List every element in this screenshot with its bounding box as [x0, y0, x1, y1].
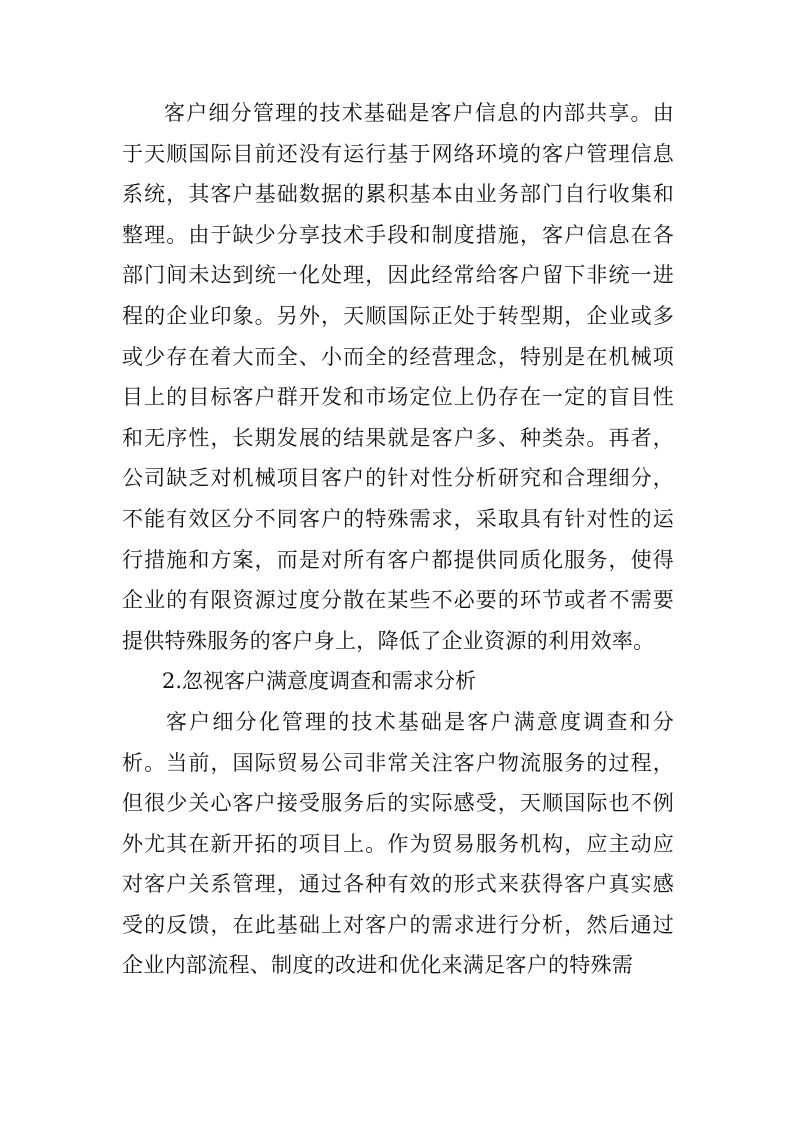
- paragraph-satisfaction-survey: 客户细分化管理的技术基础是客户满意度调查和分析。当前，国际贸易公司非常关注客户物流服务的过程，但很少关心客户接受服务后的实际感受，天顺国际也不例外尤其在新开拓的项目上。作为贸易服务机构，应主动应对客户关系管理，通过各种有效的形式来获得客户真实感受的反馈，在此基础上对客户的需求进行分析，然后通过企业内部流程、制度的改进和优化来满足客户的特殊需: [122, 709, 674, 978]
- body-text: [122, 93, 674, 986]
- section-heading: 2.忽视客户满意度调查和需求分析: [162, 669, 477, 694]
- paragraph-customer-info-sharing: 客户细分管理的技术基础是客户信息的内部共享。由于天顺国际目前还没有运行基于网络环境的客户管理信息系统，其客户基础数据的累积基本由业务部门自行收集和整理。由于缺少分享技术手段和制度措施，客户信息在各部门间未达到统一化处理，因此经常给客户留下非统一进程的企业印象。另外，天顺国际正处于转型期，企业或多或少存在着大而全、小而全的经营理念，特别是在机械项目上的目标客户群开发和市场定位上仍存在一定的盲目性和无序性，长期发展的结果就是客户多、种类杂。再者，公司缺乏对机械项目客户的针对性分析研究和合理细分，不能有效区分不同客户的特殊需求，采取具有针对性的运行措施和方案，而是对所有客户都提供同质化服务，使得企业的有限资源过度分散在某些不必要的环节或者不需要提供特殊服务的客户身上，降低了企业资源的利用效率。: [122, 101, 674, 653]
